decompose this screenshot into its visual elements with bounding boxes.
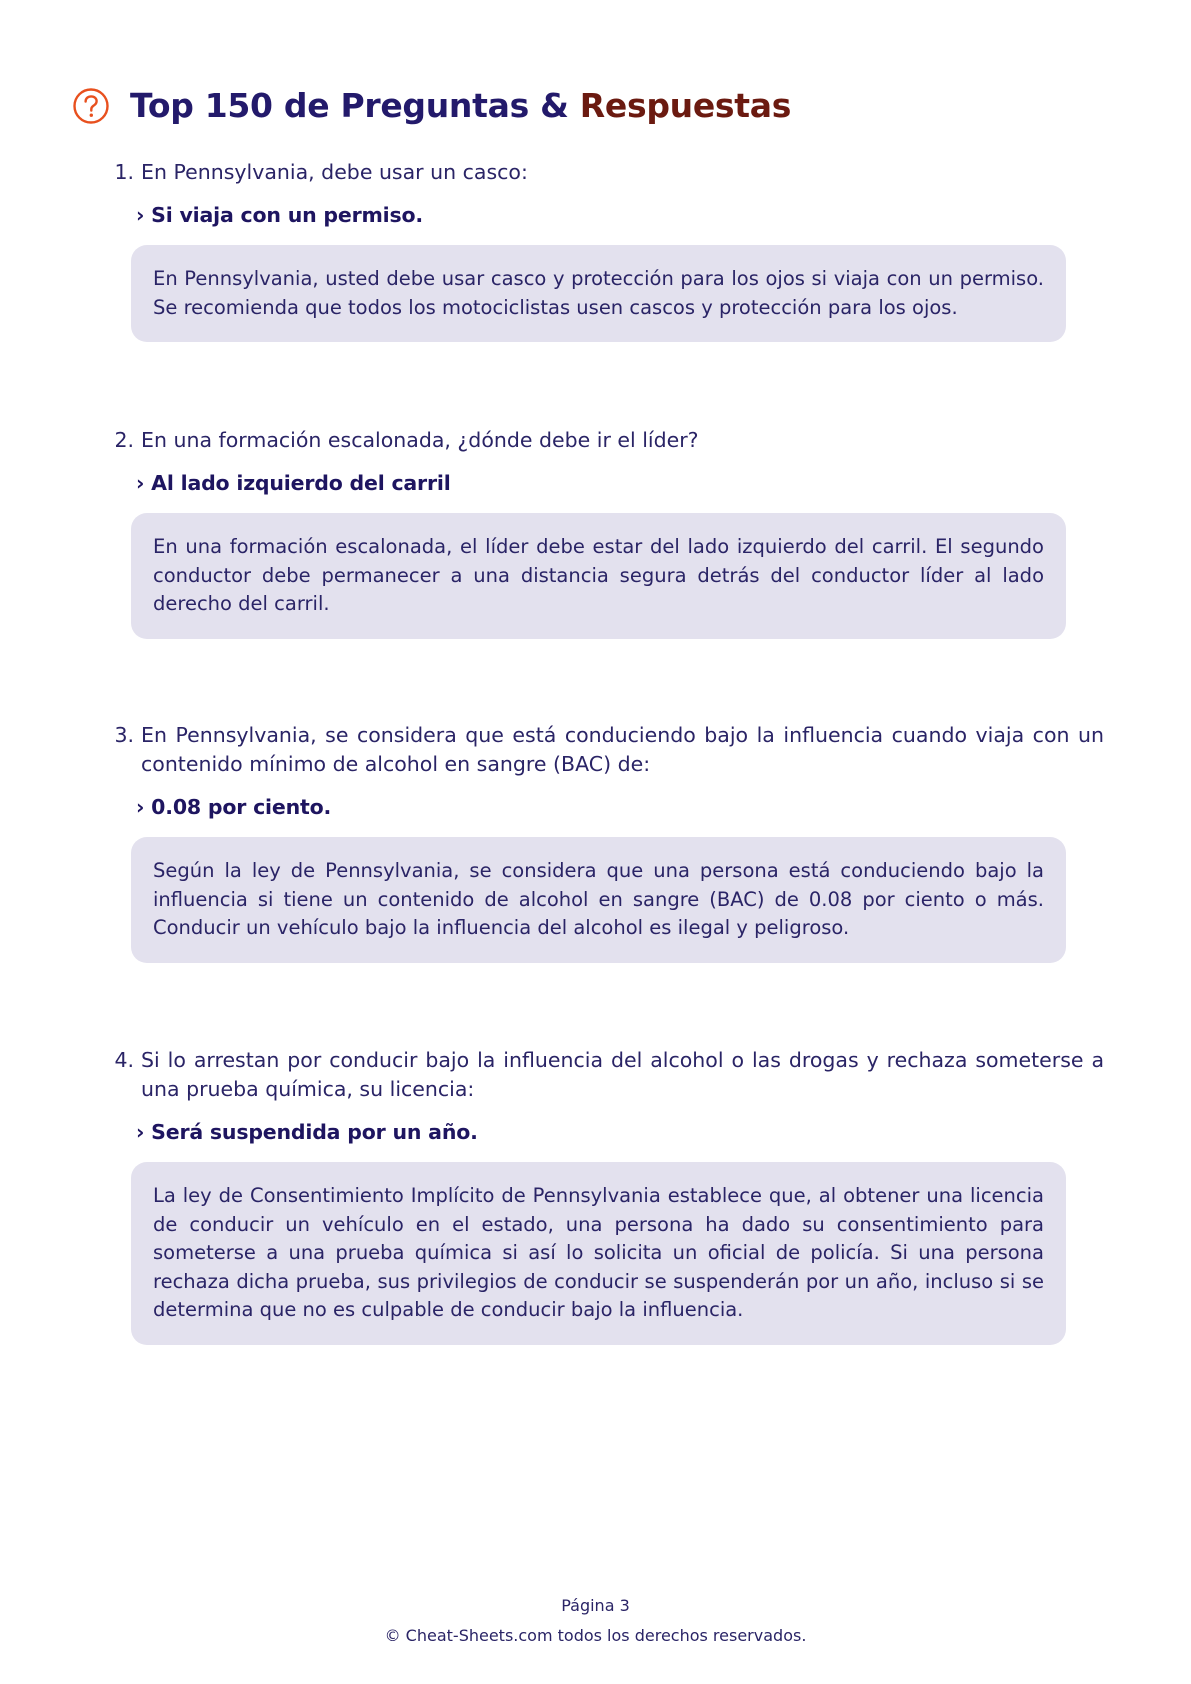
answer: › Será suspendida por un año.: [136, 1120, 478, 1144]
answer: › Al lado izquierdo del carril: [136, 471, 451, 495]
answer: › Si viaja con un permiso.: [136, 203, 423, 227]
explanation-box: La ley de Consentimiento Implícito de Pennsylvania establece que, al obtener una licencia de conducir un vehículo en el estado, una persona ha dado su consentimiento para someterse a una prueba química si así lo solicita un oficial de policía. Si una persona rechaza dicha prueba, sus privilegios de conducir se suspenderán por un año, incluso si se determina que no es culpable de conducir bajo la influencia.: [131, 1162, 1066, 1345]
question-number: 3.: [114, 723, 134, 747]
explanation-box: En una formación escalonada, el líder debe estar del lado izquierdo del carril. El segundo conductor debe permanecer a una distancia segura detrás del conductor líder al lado derecho del carril.: [131, 513, 1066, 639]
question-number: 1.: [114, 160, 134, 184]
page-title: [130, 86, 791, 125]
explanation-box: En Pennsylvania, usted debe usar casco y protección para los ojos si viaja con un permiso. Se recomienda que todos los motociclistas usen cascos y protección para los ojos.: [131, 245, 1066, 342]
question-number: 4.: [114, 1048, 134, 1072]
question: [104, 1046, 1104, 1104]
qa-item-1: [104, 158, 1104, 342]
explanation-box: Según la ley de Pennsylvania, se considera que una persona está conduciendo bajo la influencia si tiene un contenido de alcohol en sangre (BAC) de 0.08 por ciento o más. Conducir un vehículo bajo la influencia del alcohol es ilegal y peligroso.: [131, 837, 1066, 963]
title-main: Top 150 de Preguntas &: [130, 86, 580, 125]
qa-item-4: [104, 1046, 1104, 1345]
question-number: 2.: [114, 428, 134, 452]
question: [104, 721, 1104, 779]
qa-item-3: [104, 721, 1104, 963]
question-text: Si lo arrestan por conducir bajo la influencia del alcohol o las drogas y rechaza someterse a una prueba química, su licencia:: [141, 1048, 1104, 1101]
answer: › 0.08 por ciento.: [136, 795, 332, 819]
title-accent: Respuestas: [579, 86, 792, 125]
question-text: En Pennsylvania, debe usar un casco:: [141, 160, 528, 184]
question-text: En una formación escalonada, ¿dónde debe ir el líder?: [141, 428, 699, 452]
question: [104, 426, 1104, 455]
copyright-notice: © Cheat-Sheets.com todos los derechos reservados.: [384, 1626, 807, 1645]
question-text: En Pennsylvania, se considera que está conduciendo bajo la influencia cuando viaja con un contenido mínimo de alcohol en sangre (BAC) de:: [141, 723, 1104, 776]
question-circle-icon: [72, 87, 110, 125]
page-number: Página 3: [561, 1596, 630, 1615]
question: [104, 158, 1104, 187]
qa-item-2: [104, 426, 1104, 639]
page-header: [72, 86, 791, 125]
